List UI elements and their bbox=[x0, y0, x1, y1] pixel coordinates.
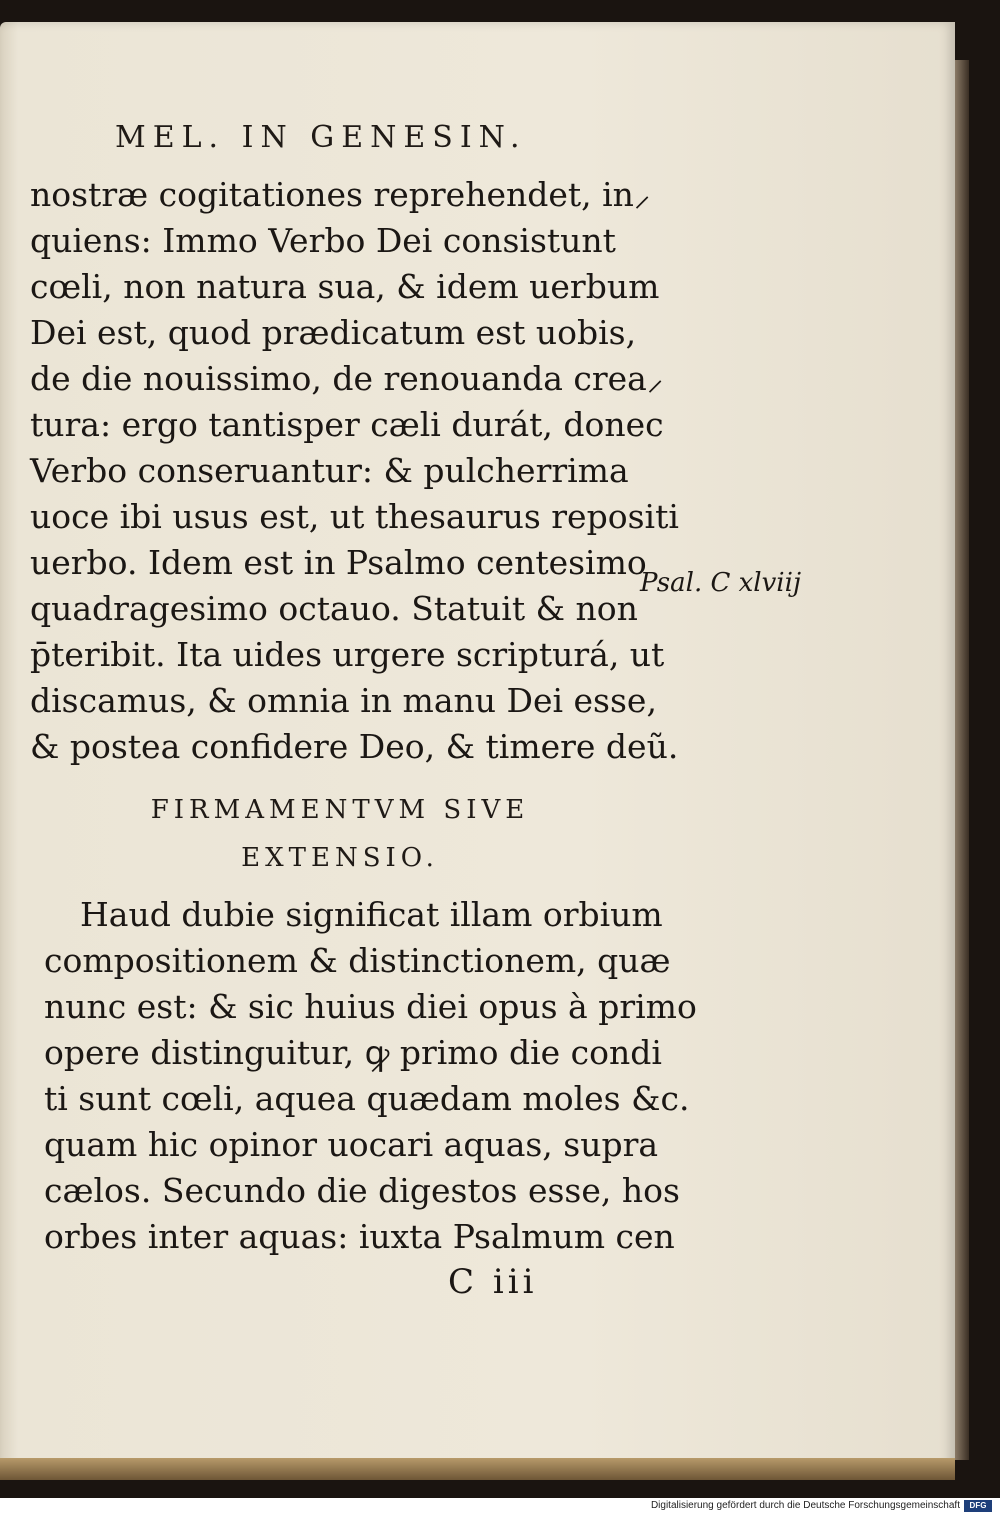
text-line: uerbo. Idem est in Psalmo centesimo bbox=[30, 543, 647, 582]
page-edge bbox=[955, 60, 969, 1460]
text-line: uoce ibi usus est, ut thesaurus repositi bbox=[30, 497, 679, 536]
text-line: nostræ cogitationes reprehendet, in⸝ bbox=[30, 175, 651, 214]
text-line: quadragesimo octauo. Statuit & non bbox=[30, 589, 638, 628]
text-line: tura: ergo tantisper cæli durát, donec bbox=[30, 405, 664, 444]
text-line: de die nouissimo, de renouanda crea⸝ bbox=[30, 359, 664, 398]
text-line: compositionem & distinctionem, quæ bbox=[44, 941, 671, 980]
text-line: & postea confidere Deo, & timere deũ. bbox=[30, 727, 679, 766]
text-line: discamus, & omnia in manu Dei esse, bbox=[30, 681, 657, 720]
main-text-block bbox=[30, 172, 679, 770]
section-heading bbox=[0, 786, 680, 882]
text-line: cœli, non natura sua, & idem uerbum bbox=[30, 267, 660, 306]
text-line: ti sunt cœli, aquea quædam moles &c. bbox=[44, 1079, 690, 1118]
section-heading-line: EXTENSIO. bbox=[241, 843, 439, 873]
section-heading-line: FIRMAMENTVM SIVE bbox=[150, 795, 530, 825]
footer-credit: Digitalisierung gefördert durch die Deutsche Forschungsgemeinschaft bbox=[650, 1500, 960, 1511]
text-line: orbes inter aquas: iuxta Psalmum cen bbox=[44, 1217, 675, 1256]
text-line: p̄teribit. Ita uides urgere scripturá, ut bbox=[30, 635, 665, 674]
text-line: Verbo conseruantur: & pulcherrima bbox=[30, 451, 629, 490]
signature-mark: C iii bbox=[448, 1262, 538, 1302]
text-line: Dei est, quod prædicatum est uobis, bbox=[30, 313, 637, 352]
running-head: MEL. IN GENESIN. bbox=[115, 120, 527, 155]
text-line: opere distinguitur, ꝙ primo die condi bbox=[44, 1033, 662, 1072]
marginal-note: Psal. C xlviij bbox=[640, 568, 802, 598]
text-line: cælos. Secundo die digestos esse, hos bbox=[44, 1171, 680, 1210]
text-line: nunc est: & sic huius diei opus à primo bbox=[44, 987, 697, 1026]
text-line: quiens: Immo Verbo Dei consistunt bbox=[30, 221, 616, 260]
section-text-block bbox=[44, 892, 697, 1260]
text-line: Haud dubie significat illam orbium bbox=[80, 895, 663, 934]
page-bottom-edge bbox=[0, 1458, 955, 1480]
dfg-logo: DFG bbox=[964, 1500, 992, 1512]
text-line: quam hic opinor uocari aquas, supra bbox=[44, 1125, 659, 1164]
